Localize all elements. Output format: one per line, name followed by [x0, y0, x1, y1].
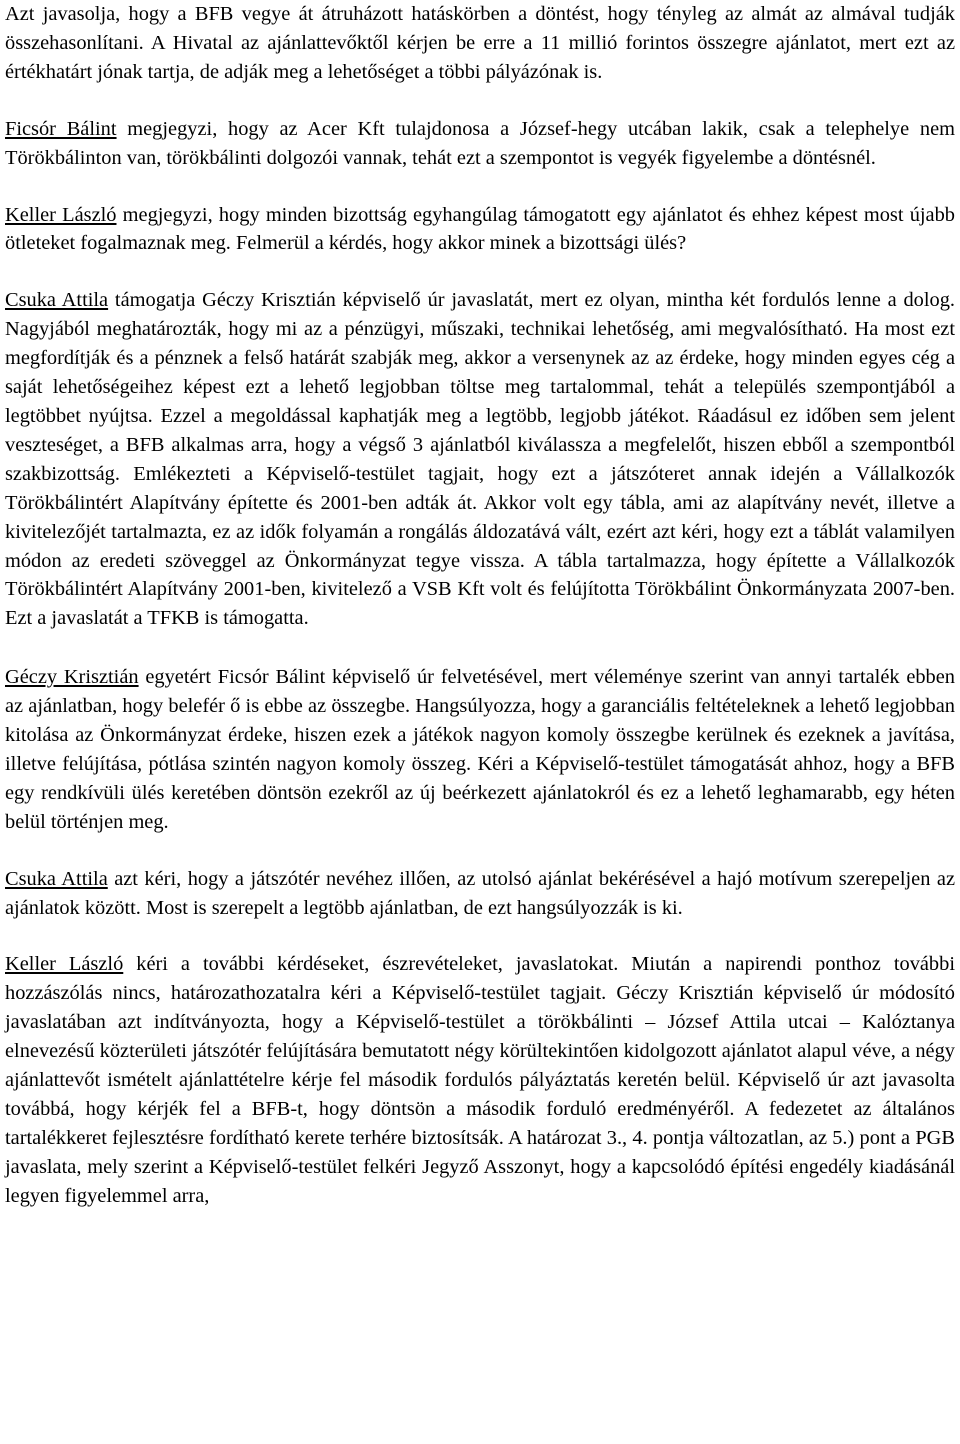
speaker-name: Ficsór Bálint: [5, 117, 117, 140]
paragraph-text: azt kéri, hogy a játszótér nevéhez illően, az utolsó ajánlat bekérésével a hajó motívum szerepeljen az ajánlatok között. Most is szerepelt a legtöbb ajánlatban, de ezt hangsúlyozzák is ki.: [5, 867, 955, 919]
paragraph-text: megjegyzi, hogy az Acer Kft tulajdonosa a József-hegy utcában lakik, csak a telephelye nem Törökbálinton van, törökbálinti dolgozói vannak, tehát ezt a szempontot is vegyék figyelembe a döntésnél.: [5, 117, 955, 169]
paragraph-ficsor: [5, 115, 955, 173]
paragraph-geczy: [5, 663, 955, 836]
paragraph-intro: [5, 0, 955, 87]
speaker-name: Géczy Krisztián: [5, 666, 139, 689]
speaker-name: Keller László: [5, 203, 117, 226]
paragraph-keller-2: [5, 950, 955, 1210]
paragraph-text: egyetért Ficsór Bálint képviselő úr felvetésével, mert véleménye szerint van annyi tartalék ebben az ajánlatban, hogy belefér ő is ebbe az összegbe. Hangsúlyozza, hogy a garanciális feltételeknek a lehető legjobban kitolása az Önkormányzat érdeke, hiszen ezek a játékok nagyon komoly összegbe kerülnek és ezeknek a javítása, illetve felújítása, pótlása szintén nagyon komoly összeg. Kéri a Képviselő-testület támogatását ahhoz, hogy a BFB egy rendkívüli ülés keretében döntsön ezekről az új beérkezett ajánlatokról és ez a lehető leghamarabb, egy héten belül történjen meg.: [5, 666, 956, 833]
paragraph-text: megjegyzi, hogy minden bizottság egyhangúlag támogatott egy ajánlatot és ehhez képest most újabb ötleteket fogalmaznak meg. Felmerül a kérdés, hogy akkor minek a bizottsági ülés?: [5, 203, 955, 255]
paragraph-text: kéri a további kérdéseket, észrevételeket, javaslatokat. Miután a napirendi ponthoz további hozzászólás nincs, határozathozatalra kéri a Képviselő-testület tagjait. Géczy Krisztián képviselő úr módosító javaslatában azt indítványozta, hogy a Képviselő-testület a törökbálinti – József Attila utcai – Kalóztanya elnevezésű közterületi játszótér felújítására bemutatott négy körültekintően kidolgozott ajánlatot alapul véve, a négy ajánlattevőt ismételt ajánlattételre kérje fel második fordulós pályáztatás keretén belül. Képviselő úr azt javasolta továbbá, hogy kérjék fel a BFB-t, hogy döntsön a második forduló eredményéről. A fedezetet az általános tartalékkeret fejlesztésre fordítható kerete terhére biztosítsák. A határozat 3., 4. pontja változatlan, az 5.) pont a PGB javaslata, mely szerint a Képviselő-testület felkéri Jegyző Asszonyt, hogy a kapcsolódó építési engedély kiadásánál legyen figyelemmel arra,: [5, 953, 955, 1207]
paragraph-text: támogatja Géczy Krisztián képviselő úr javaslatát, mert ez olyan, mintha két fordulós lenne a dolog. Nagyjából meghatározták, hogy mi az a pénzügyi, műszaki, technikai lehetőség, ami megvalósítható. Ha most ezt megfordítják és a pénznek a felső határát szabják meg, akkor a versenynek az az érdeke, hogy minden egyes cég a saját lehetőségeihez képest ezt a lehető legjobban töltse meg tartalommal, tehát a település szempontjából a legtöbbet nyújtsa. Ezzel a megoldással kaphatják meg a legtöbb, legjobb játékot. Ráadásul ez időben sem jelent veszteséget, a BFB alkalmas arra, hogy a végső 3 ajánlatból kiválassza a megfelelőt, hiszen ebből a szempontból szakbizottság. Emlékezteti a Képviselő-testület tagjait, hogy ezt a játszóteret annak idején a Vállalkozók Törökbálintért Alapítvány építette és 2001-ben adták át. Akkor volt egy tábla, ami az alapítvány nevét, illetve a kivitelezőjét tartalmazta, ez az idők folyamán a rongálás áldozatává vált, ezért azt kéri, hogy ezt a táblát valamilyen módon az eredeti szöveggel az Önkormányzat tegye vissza. A tábla tartalmazza, hogy építette a Vállalkozók Törökbálintért Alapítvány 2001-ben, kivitelező a VSB Kft volt és felújította Törökbálint Önkormányzata 2007-ben. Ezt a javaslatát a TFKB is támogatta.: [5, 289, 955, 630]
paragraph-csuka-2: [5, 865, 955, 923]
speaker-name: Csuka Attila: [5, 867, 108, 890]
paragraph-csuka-1: [5, 286, 955, 633]
document-page: [5, 0, 955, 1211]
speaker-name: Csuka Attila: [5, 289, 109, 312]
paragraph-text: Azt javasolja, hogy a BFB vegye át átruházott hatáskörben a döntést, hogy tényleg az almát az almával tudják összehasonlítani. A Hivatal az ajánlattevőktől kérjen be erre a 11 millió forintos összegre ajánlatot, mert ezt az értékhatárt jónak tartja, de adják meg a lehetőséget a többi pályázónak is.: [5, 3, 955, 83]
speaker-name: Keller László: [5, 953, 124, 976]
paragraph-keller-1: [5, 201, 955, 259]
